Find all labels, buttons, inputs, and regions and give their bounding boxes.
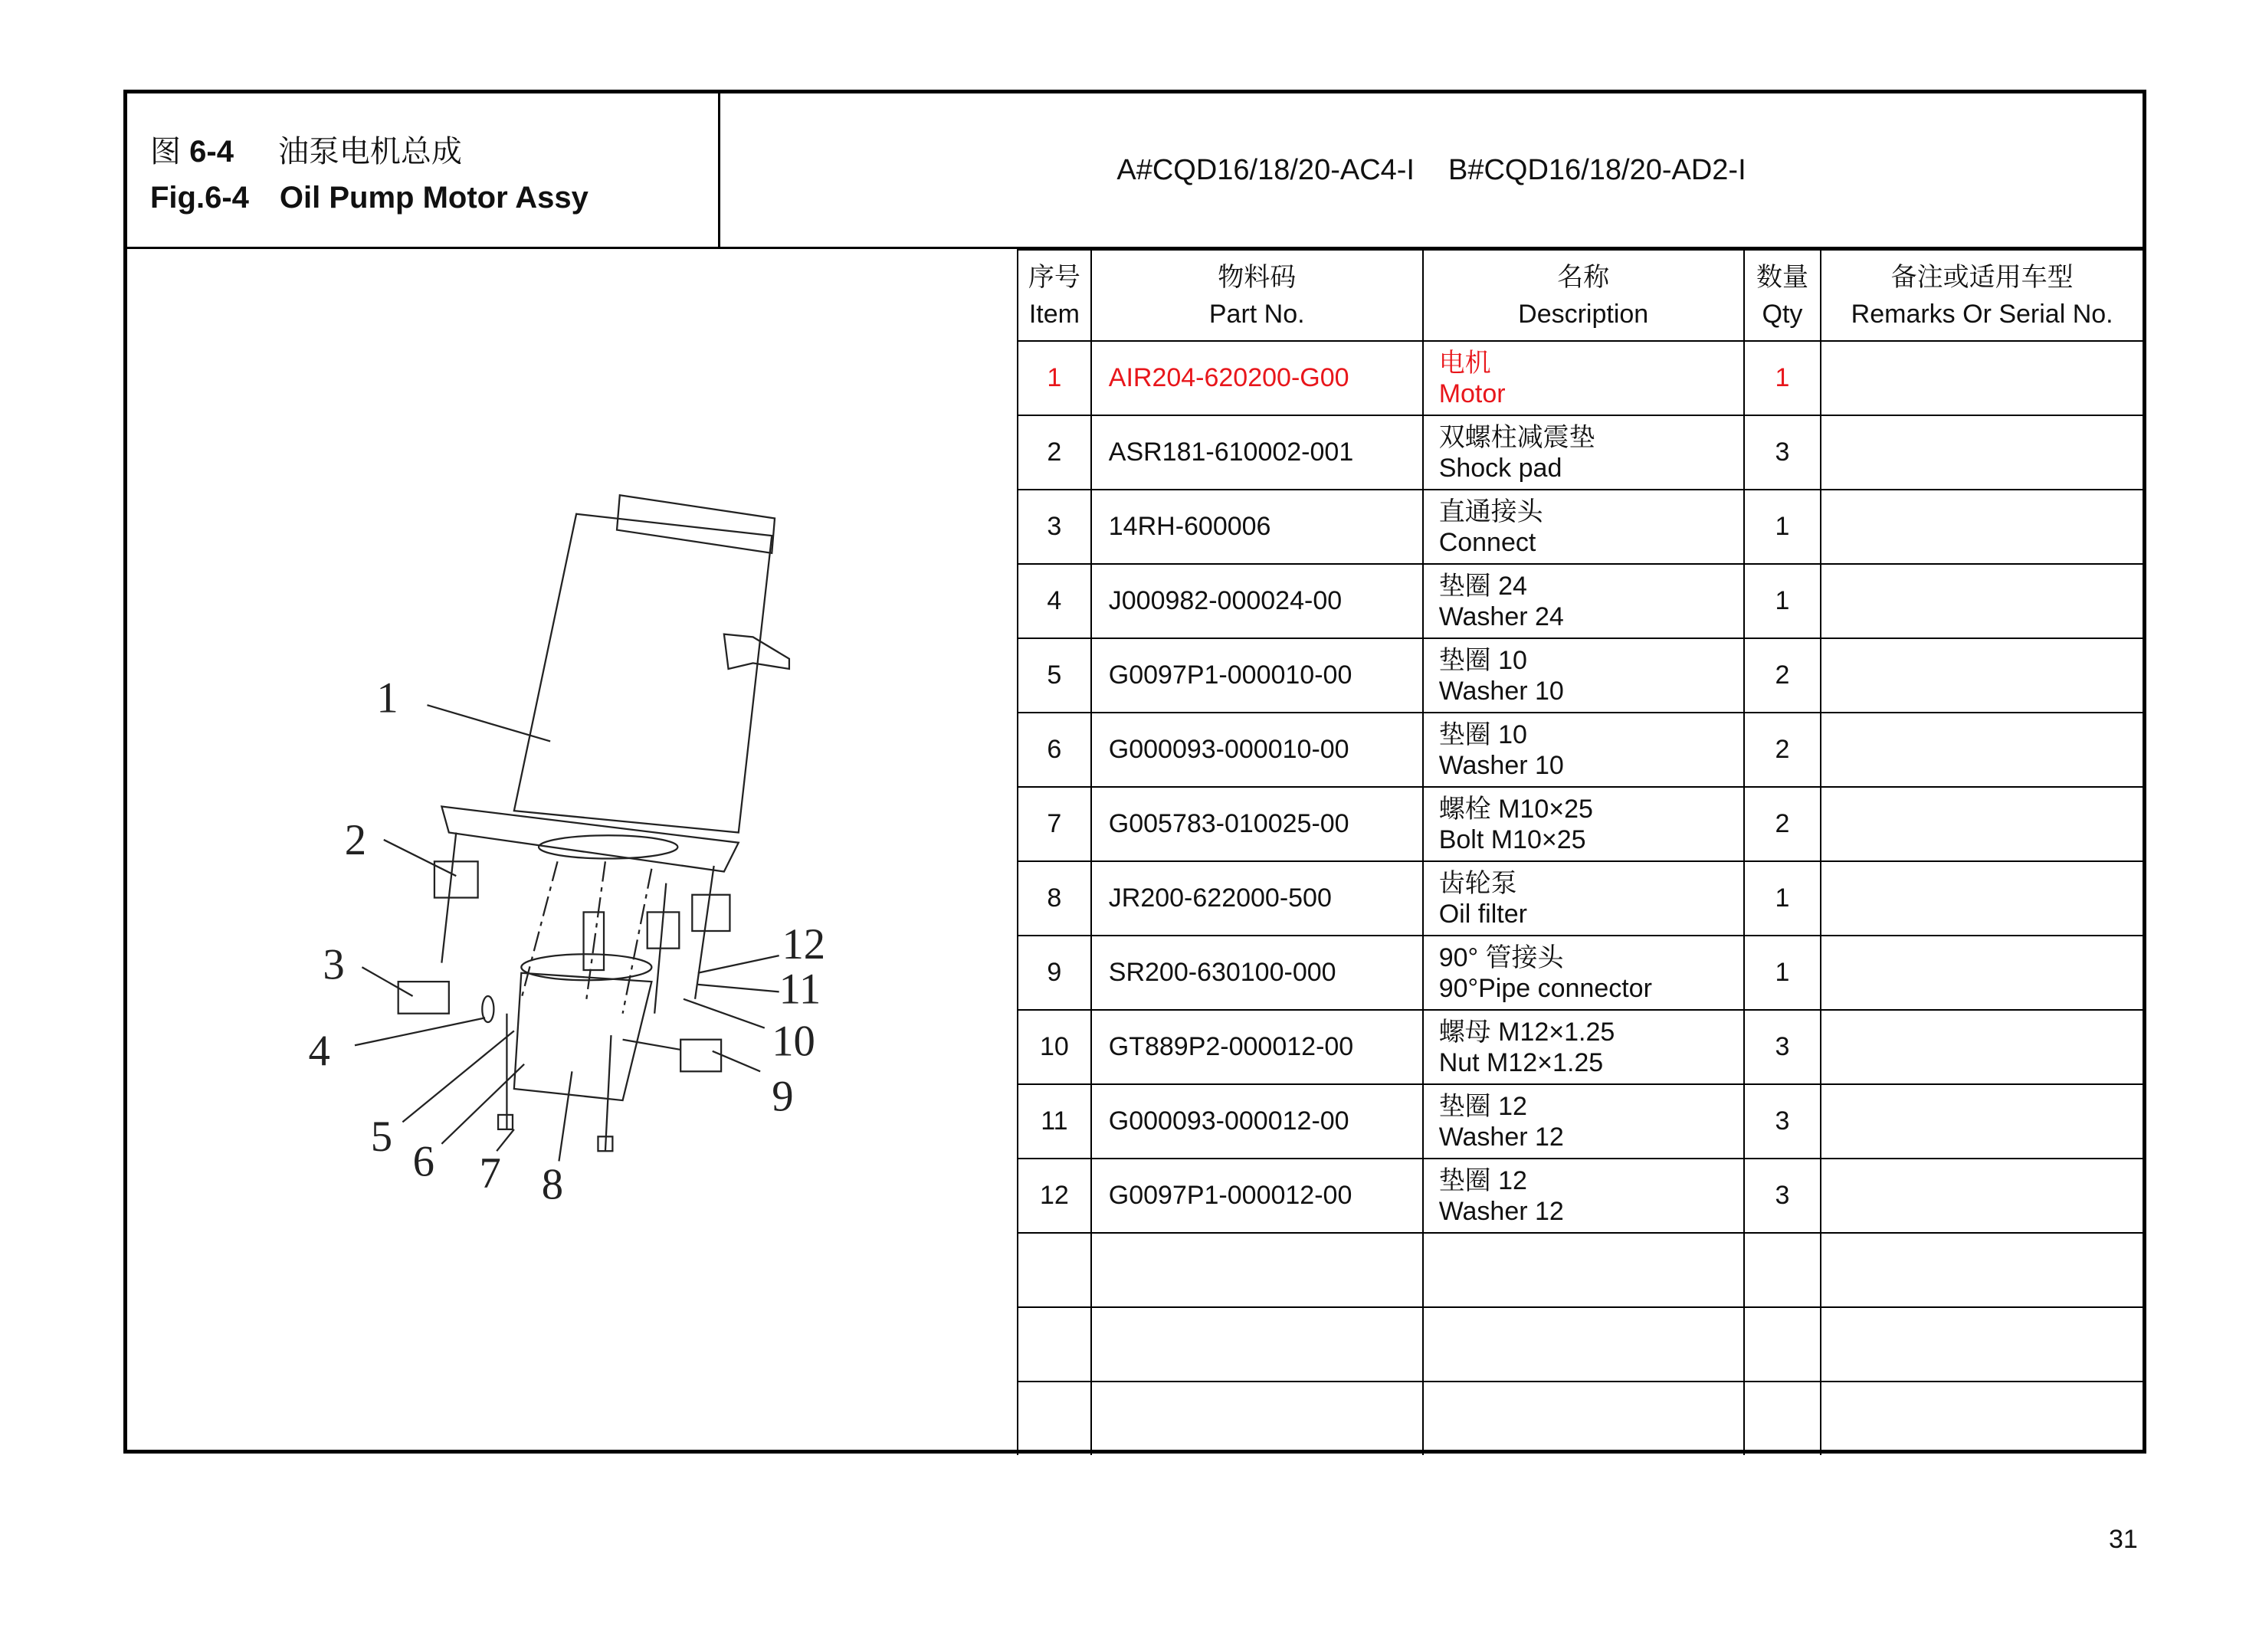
description-cn: 直通接头 — [1438, 497, 1543, 526]
description-en: Connect — [1438, 527, 1536, 557]
qty-cell: 2 — [1744, 638, 1821, 713]
callout-8: 8 — [541, 1160, 564, 1209]
model-b: B#CQD16/18/20-AD2-I — [1448, 153, 1746, 186]
part-no-cell: G0097P1-000010-00 — [1091, 638, 1423, 713]
description-en: Washer 10 — [1438, 676, 1564, 706]
fig-cn-prefix: 图 — [150, 135, 181, 169]
page-number: 31 — [2109, 1525, 2138, 1554]
fittings-drawing — [398, 833, 730, 1152]
fig-en-prefix: Fig.6-4 — [150, 181, 249, 215]
callout-3: 3 — [323, 940, 345, 989]
description-cn: 双螺柱减震垫 — [1438, 422, 1595, 452]
part-no-cell: GT889P2-000012-00 — [1091, 1010, 1423, 1084]
col-en: Description — [1518, 299, 1649, 329]
part-no-cell: G005783-010025-00 — [1091, 787, 1423, 861]
col-en: Part No. — [1208, 299, 1305, 329]
item-cell: 2 — [1018, 415, 1091, 490]
item-cell: 5 — [1018, 638, 1091, 713]
qty-cell: 3 — [1744, 415, 1821, 490]
qty-cell: 3 — [1744, 1010, 1821, 1084]
description-en: Washer 24 — [1438, 601, 1564, 631]
description-cn: 螺栓 M10×25 — [1438, 794, 1593, 824]
qty-cell: 1 — [1744, 861, 1821, 936]
fig-number: 6-4 — [189, 135, 234, 169]
qty-cell: 2 — [1744, 787, 1821, 861]
description-en: Nut M12×1.25 — [1438, 1047, 1604, 1077]
qty-cell: 2 — [1744, 713, 1821, 787]
callout-6: 6 — [412, 1137, 434, 1186]
description-en: Washer 12 — [1438, 1122, 1564, 1152]
item-cell: 7 — [1018, 787, 1091, 861]
col-en: Remarks Or Serial No. — [1851, 299, 2113, 329]
model-a: A#CQD16/18/20-AC4-I — [1116, 153, 1415, 186]
col-en: Item — [1028, 299, 1080, 329]
description-en: Bolt M10×25 — [1438, 824, 1586, 854]
item-cell: 9 — [1018, 936, 1091, 1010]
part-no-cell: ASR181-610002-001 — [1091, 415, 1423, 490]
item-cell: 3 — [1018, 490, 1091, 564]
qty-cell: 1 — [1744, 341, 1821, 415]
pump-drawing — [514, 861, 652, 1100]
callout-9: 9 — [772, 1072, 794, 1121]
qty-cell: 1 — [1744, 490, 1821, 564]
motor-drawing — [441, 495, 789, 871]
callout-5: 5 — [370, 1113, 393, 1162]
part-no-cell: G0097P1-000012-00 — [1091, 1159, 1423, 1233]
item-cell: 11 — [1018, 1084, 1091, 1159]
description-cn: 螺母 M12×1.25 — [1438, 1017, 1615, 1047]
description-cn: 垫圈 12 — [1438, 1165, 1527, 1195]
description-en: Motor — [1438, 379, 1506, 408]
part-no-cell: G000093-000010-00 — [1091, 713, 1423, 787]
part-no-cell: J000982-000024-00 — [1091, 564, 1423, 638]
item-cell: 12 — [1018, 1159, 1091, 1233]
col-cn: 名称 — [1557, 262, 1610, 292]
part-no-cell: AIR204-620200-G00 — [1091, 341, 1423, 415]
col-cn: 物料码 — [1218, 262, 1297, 292]
title-cn: 油泵电机总成 — [277, 135, 462, 169]
description-cn: 90° 管接头 — [1438, 942, 1564, 972]
part-no-cell: G000093-000012-00 — [1091, 1084, 1423, 1159]
callout-12: 12 — [782, 919, 826, 969]
qty-cell: 3 — [1744, 1084, 1821, 1159]
qty-cell: 1 — [1744, 564, 1821, 638]
description-cn: 齿轮泵 — [1438, 868, 1517, 898]
part-no-cell: JR200-622000-500 — [1091, 861, 1423, 936]
description-cn: 垫圈 12 — [1438, 1091, 1527, 1121]
item-cell: 8 — [1018, 861, 1091, 936]
description-cn: 垫圈 10 — [1438, 645, 1527, 675]
description-en: Washer 10 — [1438, 750, 1564, 780]
description-en: Shock pad — [1438, 453, 1562, 483]
callout-4: 4 — [308, 1027, 330, 1076]
callout-7: 7 — [479, 1149, 501, 1198]
callout-11: 11 — [779, 965, 821, 1014]
col-cn: 序号 — [1028, 262, 1080, 292]
item-cell: 10 — [1018, 1010, 1091, 1084]
description-en: Oil filter — [1438, 899, 1527, 929]
qty-cell: 3 — [1744, 1159, 1821, 1233]
callout-2: 2 — [344, 815, 367, 864]
part-no-cell: SR200-630100-000 — [1091, 936, 1423, 1010]
description-cn: 垫圈 10 — [1438, 719, 1527, 749]
col-cn: 数量 — [1756, 262, 1808, 292]
item-cell: 1 — [1018, 341, 1091, 415]
description-en: Washer 12 — [1438, 1196, 1564, 1226]
callout-1: 1 — [376, 674, 398, 723]
callout-10: 10 — [772, 1017, 815, 1066]
description-cn: 电机 — [1438, 348, 1491, 378]
item-cell: 6 — [1018, 713, 1091, 787]
description-cn: 垫圈 24 — [1438, 571, 1527, 601]
qty-cell: 1 — [1744, 936, 1821, 1010]
callout-leaders — [355, 705, 779, 1161]
item-cell: 4 — [1018, 564, 1091, 638]
col-cn: 备注或适用车型 — [1890, 262, 2074, 292]
col-en: Qty — [1762, 299, 1803, 329]
part-no-cell: 14RH-600006 — [1091, 490, 1423, 564]
description-en: 90°Pipe connector — [1438, 973, 1652, 1003]
title-en: Oil Pump Motor Assy — [279, 181, 589, 215]
